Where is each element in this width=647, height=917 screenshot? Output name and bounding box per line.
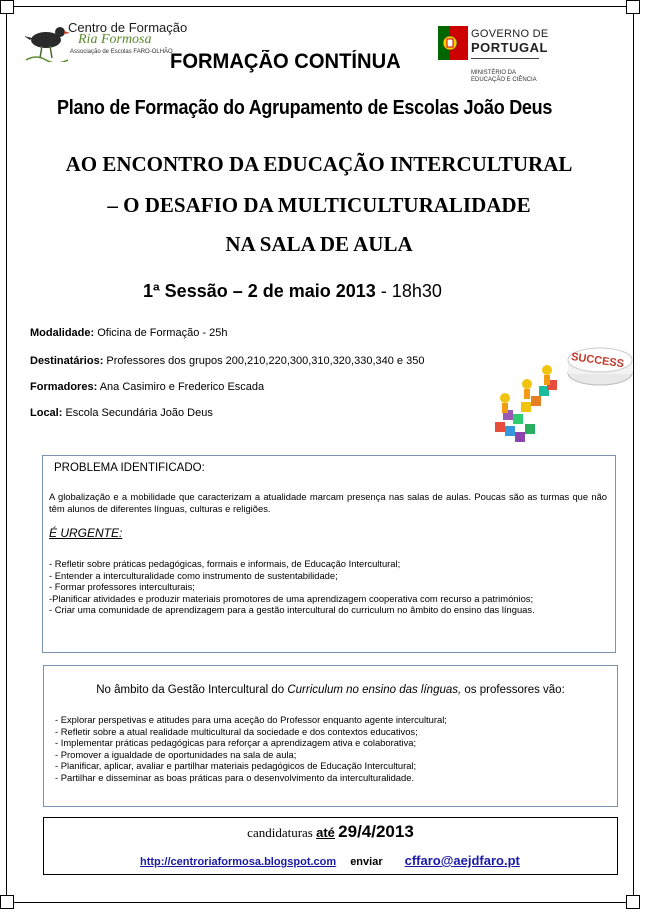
- goals-heading-start: No âmbito da Gestão Intercultural do: [96, 684, 288, 696]
- course-title-line-1: AO ENCONTRO DA EDUCAÇÃO INTERCULTURAL: [65, 152, 573, 176]
- application-box: [43, 817, 618, 875]
- list-item: - Implementar práticas pedagógicas para reforçar a aprendizagem ativa e colaborativa;: [55, 737, 417, 749]
- detail-value: Professores dos grupos 200,210,220,300,310,320,330,340 e 350: [103, 355, 425, 367]
- blog-link[interactable]: http://centroriaformosa.blogspot.com: [140, 856, 337, 868]
- detail-label: Local:: [30, 407, 63, 419]
- list-item: - Criar uma comunidade de aprendizagem para a gestão intercultural do curriculum no âmbito do ensino das línguas.: [49, 604, 535, 616]
- goals-list: [55, 714, 610, 784]
- application-contact: [140, 853, 520, 868]
- list-item: - Partilhar e disseminar as boas práticas para o desenvolvimento da interculturalidade.: [55, 771, 415, 783]
- corner-mark-bottom-right: [626, 895, 640, 909]
- plan-subtitle: Plano de Formação do Agrupamento de Escolas João Deus: [57, 97, 553, 119]
- session-date: 1ª Sessão – 2 de maio 2013: [143, 281, 376, 301]
- success-label: SUCCESS: [570, 351, 625, 371]
- goals-box: [43, 665, 618, 807]
- problem-intro: A globalização e a mobilidade que caracterizam a atualidade marcam presença nas salas de aulas. Poucas são as turmas que não têm alunos de diferentes línguas, culturas e religiões.: [49, 491, 607, 514]
- application-label: candidaturas: [247, 825, 317, 840]
- detail-label: Formadores:: [30, 381, 98, 393]
- logo-line-2: Ria Formosa: [78, 32, 152, 47]
- list-item: - Promover a igualdade de oportunidades na sala de aula;: [55, 748, 297, 760]
- list-item: -Planificar atividades e produzir materiais promotores de uma aprendizagem cooperativa com recurso a patrimónios;: [49, 592, 534, 604]
- detail-formadores: [30, 381, 264, 393]
- problem-heading: PROBLEMA IDENTIFICADO:: [54, 462, 205, 474]
- governo-portugal-logo: [438, 26, 558, 86]
- corner-mark-top-right: [626, 0, 640, 14]
- session-time: - 18h30: [375, 281, 442, 301]
- list-item: - Refletir sobre a atual realidade multicultural da sociedade e dos contextos educativos;: [55, 725, 418, 737]
- email-link[interactable]: cffaro@aejdfaro.pt: [404, 853, 520, 868]
- corner-mark-top-left: [0, 0, 14, 14]
- send-label: enviar: [350, 856, 383, 868]
- puzzle-figures: [495, 365, 557, 442]
- detail-label: Modalidade:: [30, 327, 95, 339]
- list-item: - Explorar perspetivas e atitudes para uma aceção do Professor enquanto agente intercultural;: [55, 714, 447, 725]
- detail-modalidade: [30, 327, 227, 339]
- urgent-list: [49, 558, 607, 616]
- document-title: FORMAÇÃO CONTÍNUA: [170, 50, 401, 73]
- session-info: [143, 281, 442, 302]
- centro-formacao-logo: [24, 16, 188, 66]
- list-item: - Formar professores interculturais;: [49, 581, 195, 593]
- portugal-flag-icon: [438, 26, 468, 60]
- detail-label: Destinatários:: [30, 355, 104, 367]
- course-title-line-2: – O DESAFIO DA MULTICULTURALIDADE: [107, 193, 531, 217]
- detail-destinatarios: [30, 355, 424, 367]
- logo-line-1: Centro de Formação: [68, 20, 188, 35]
- application-deadline: [44, 822, 617, 842]
- logo-line-3: Associação de Escolas FARO-OLHÃO: [70, 49, 173, 55]
- problem-box: [42, 455, 616, 653]
- bird-logo-icon: [24, 18, 70, 62]
- gov-line-3: MINISTÉRIO DA EDUCAÇÃO E CIÊNCIA: [471, 70, 537, 83]
- detail-value: Oficina de Formação - 25h: [94, 327, 228, 339]
- list-item: - Entender a interculturalidade como instrumento de sustentabilidade;: [49, 569, 338, 581]
- detail-value: Ana Casimiro e Frederico Escada: [97, 381, 265, 393]
- course-title-line-3: NA SALA DE AULA: [225, 232, 413, 256]
- detail-value: Escola Secundária João Deus: [62, 407, 213, 419]
- goals-heading: [44, 684, 617, 696]
- application-until: até: [316, 825, 335, 840]
- urgent-heading: É URGENTE:: [49, 526, 123, 540]
- detail-local: [30, 407, 213, 419]
- goals-heading-end: os professores vão:: [461, 684, 565, 696]
- corner-mark-bottom-left: [0, 895, 14, 909]
- goals-heading-italic: Curriculum no ensino das línguas,: [287, 684, 462, 696]
- list-item: - Planificar, aplicar, avaliar e partilhar materiais pedagógicos de Educação Intercultural;: [55, 760, 417, 772]
- application-date: 29/4/2013: [338, 822, 414, 841]
- success-puzzle-illustration: [485, 340, 635, 455]
- gov-divider: [471, 58, 539, 59]
- gov-line-1: GOVERNO DE: [471, 28, 549, 40]
- gov-line-2: PORTUGAL: [471, 40, 548, 55]
- list-item: - Refletir sobre práticas pedagógicas, formais e informais, de Educação Intercultural;: [49, 558, 401, 569]
